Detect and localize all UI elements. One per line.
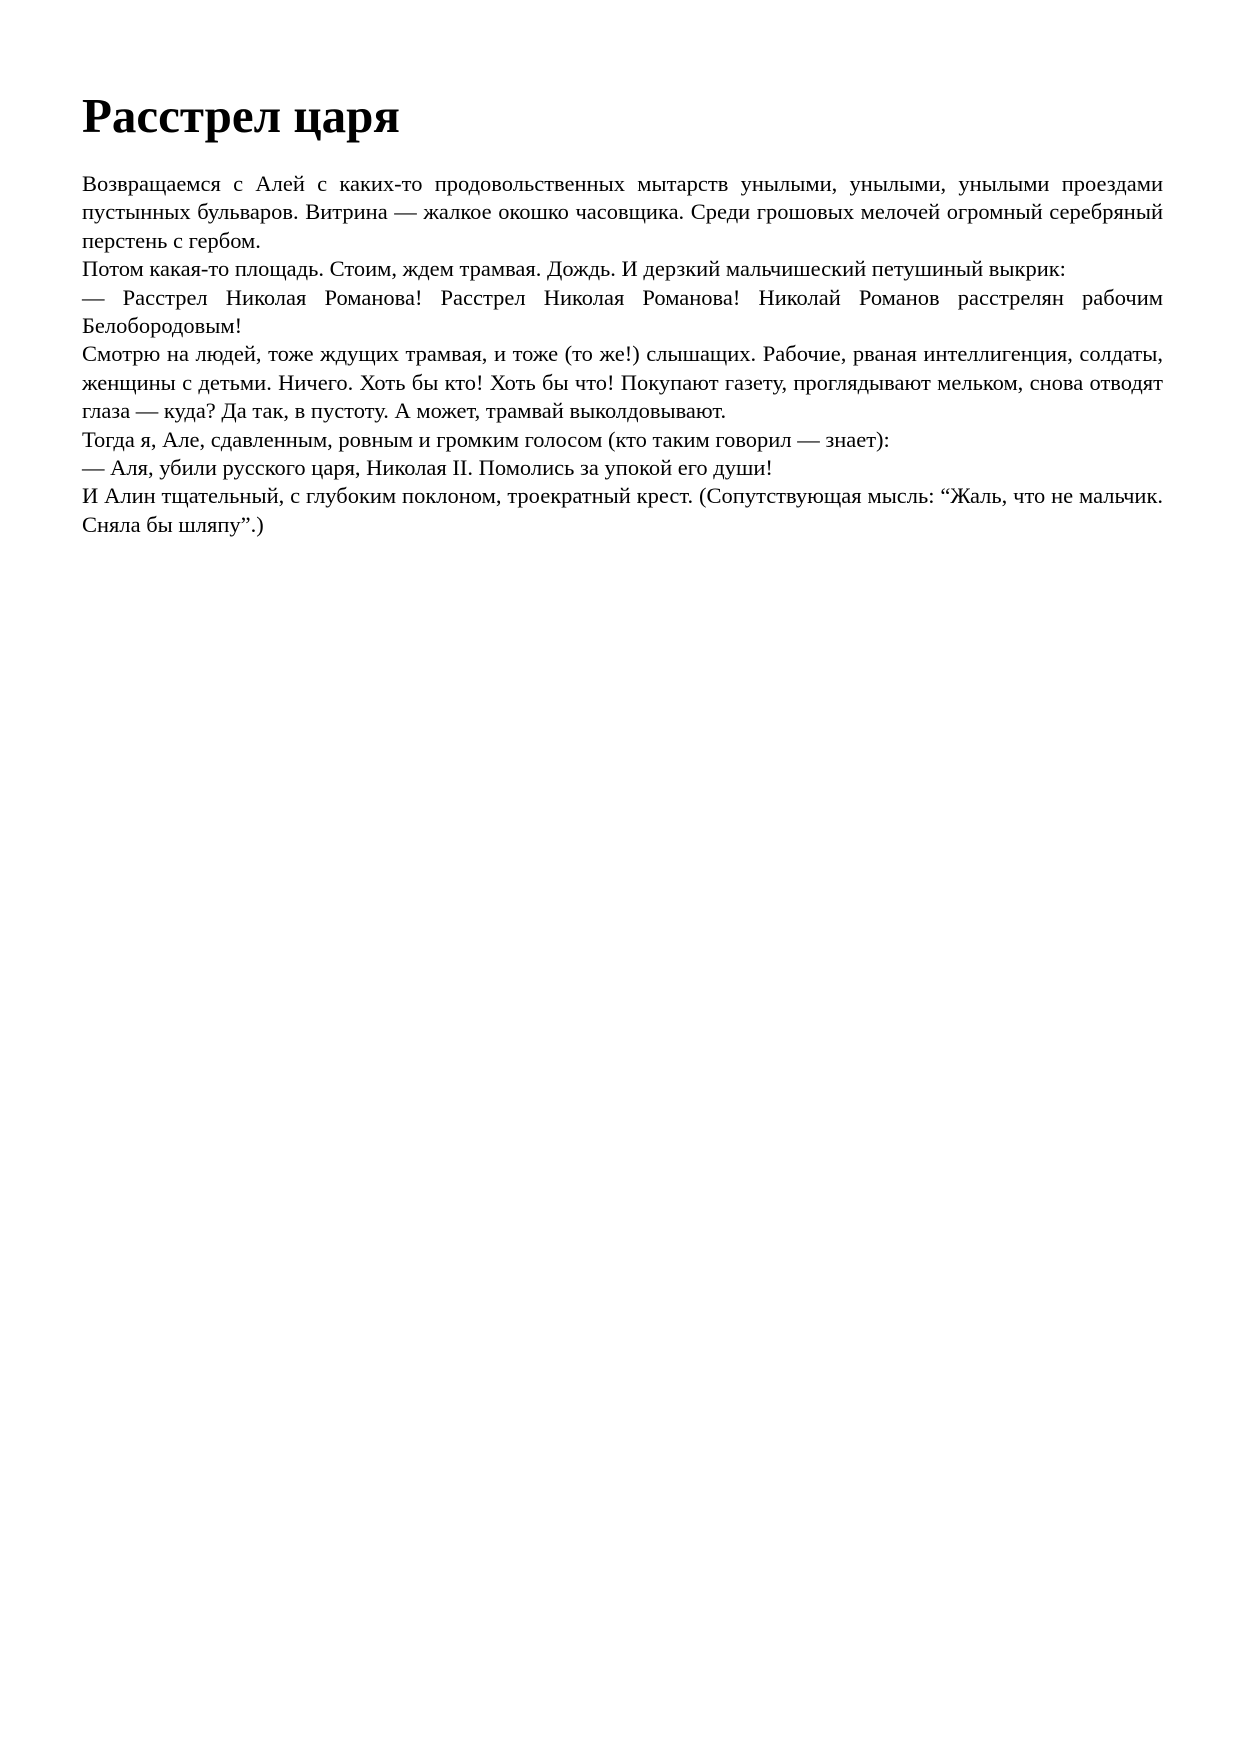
page-title: Расстрел царя <box>82 88 400 143</box>
paragraph: Смотрю на людей, тоже ждущих трамвая, и тоже (то же!) слышащих. Рабочие, рваная интеллигенция, солдаты, женщины с детьми. Ничего. Хоть бы кто! Хоть бы что! Покупают газету, проглядывают мельком, снова отводят глаза — куда? Да так, в пустоту. А может, трамвай выколдовывают. <box>82 341 1163 424</box>
paragraph: Потом какая-то площадь. Стоим, ждем трамвая. Дождь. И дерзкий мальчишеский петушиный выкрик: <box>82 256 1066 282</box>
paragraph: Тогда я, Але, сдавленным, ровным и громким голосом (кто таким говорил — знает): <box>82 426 890 452</box>
paragraph: — Расстрел Николая Романова! Расстрел Николая Романова! Николай Романов расстрелян рабочим Белобородовым! <box>82 284 1163 339</box>
document-body <box>82 170 1163 539</box>
paragraph: И Алин тщательный, с глубоким поклоном, троекратный крест. (Сопутствующая мысль: “Жаль, что не мальчик. Сняла бы шляпу”.) <box>82 483 1163 537</box>
paragraph: — Аля, убили русского царя, Николая II. Помолись за упокой его души! <box>82 455 773 481</box>
document-page <box>82 88 1163 539</box>
paragraph: Возвращаемся с Алей с каких-то продовольственных мытарств унылыми, унылыми, унылыми проездами пустынных бульваров. Витрина — жалкое окошко часовщика. Среди грошовых мелочей огромный серебряный перстень с гербом. <box>82 171 1163 253</box>
